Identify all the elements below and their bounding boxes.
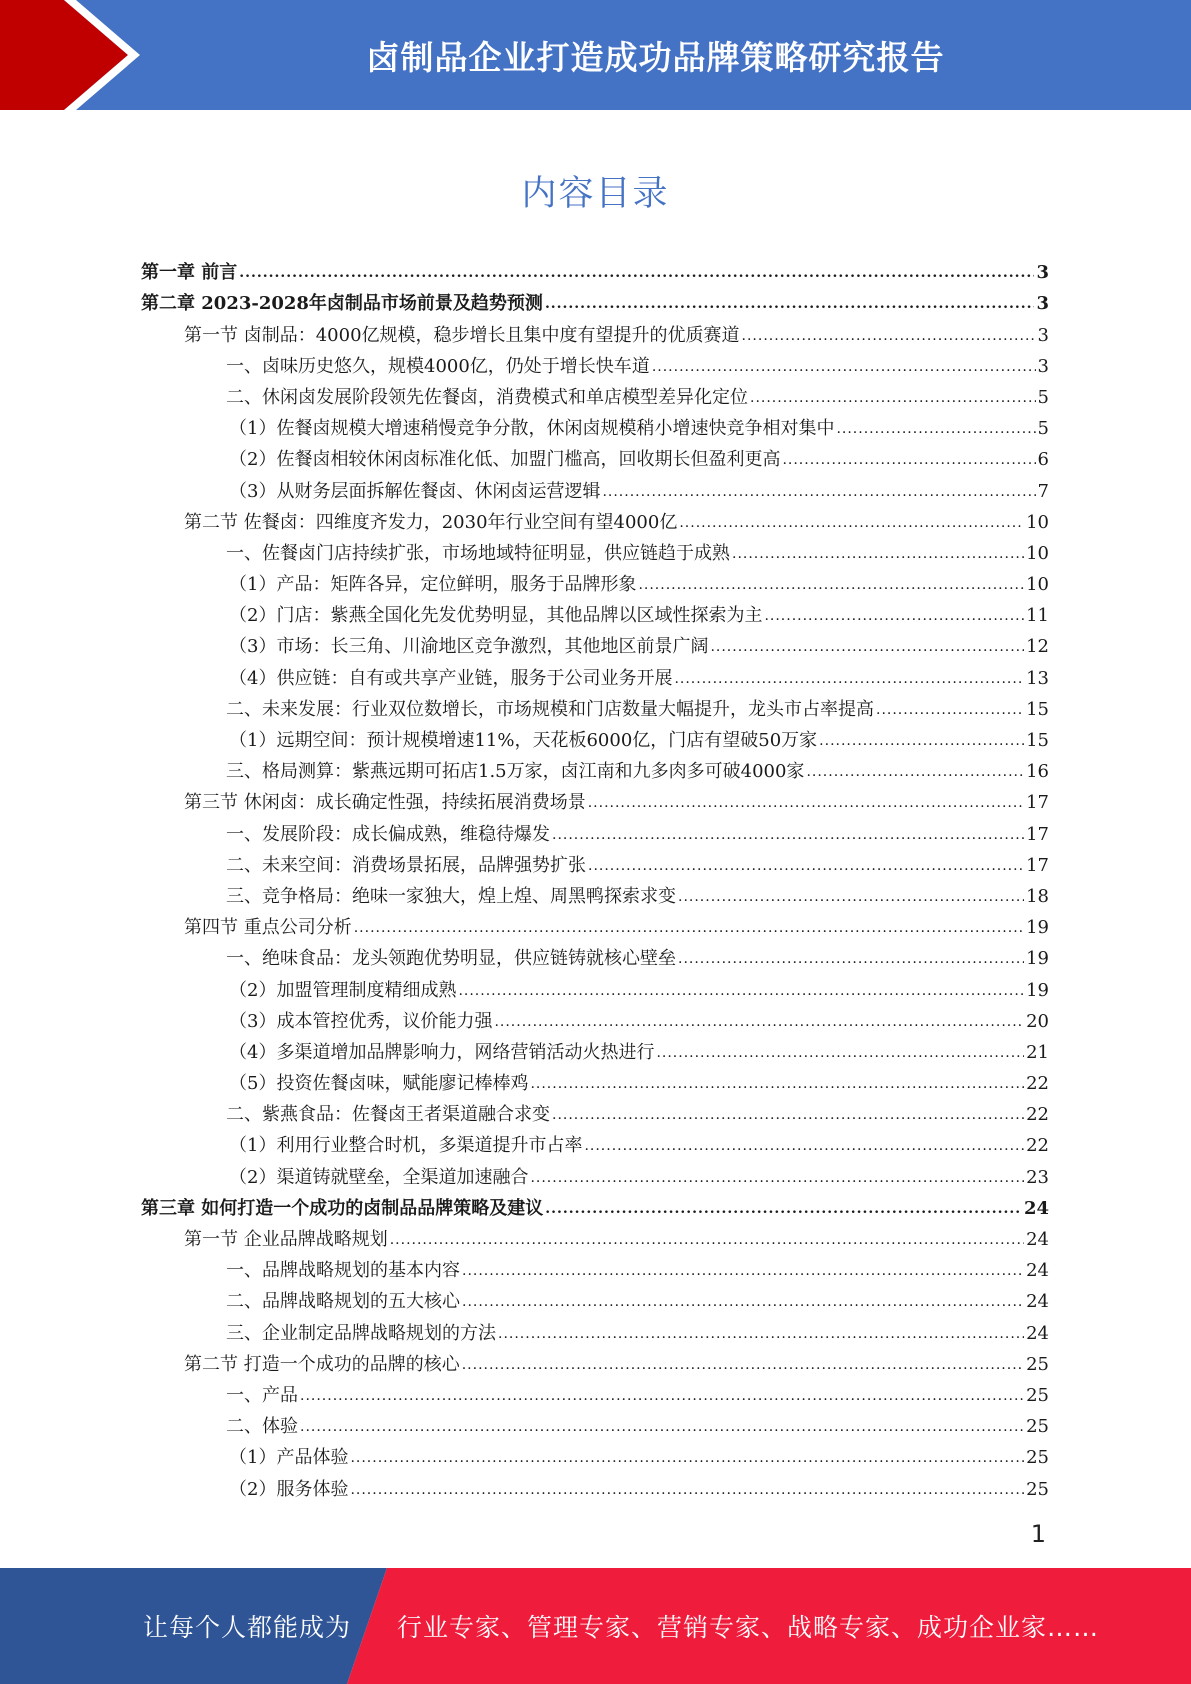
- toc-leader-dots: [300, 1384, 1024, 1408]
- toc-entry[interactable]: [141, 1065, 1049, 1096]
- toc-entry-page: 25: [1026, 1353, 1049, 1375]
- toc-leader-dots: [588, 854, 1024, 878]
- toc-entry[interactable]: [141, 379, 1049, 410]
- toc-entry[interactable]: [141, 722, 1049, 753]
- toc-leader-dots: [782, 448, 1035, 472]
- toc-entry-text: 一、卤味历史悠久，规模4000亿，仍处于增长快车道: [226, 355, 650, 377]
- toc-entry-page: 17: [1026, 823, 1049, 845]
- toc-entry-text: 一、品牌战略规划的基本内容: [226, 1260, 460, 1282]
- toc-entry-page: 24: [1023, 1197, 1049, 1219]
- toc-entry[interactable]: [141, 441, 1049, 472]
- toc-leader-dots: [350, 1478, 1024, 1502]
- toc-entry[interactable]: [141, 940, 1049, 971]
- toc-entry[interactable]: [141, 1127, 1049, 1158]
- toc-entry-page: 16: [1026, 761, 1049, 783]
- toc-entry-text: （2）加盟管理制度精细成熟: [229, 979, 457, 1001]
- toc-entry-page: 19: [1026, 979, 1049, 1001]
- toc-entry-page: 10: [1026, 542, 1049, 564]
- toc-leader-dots: [458, 979, 1024, 1003]
- toc-entry-text: （2）佐餐卤相较休闲卤标准化低、加盟门槛高，回收期长但盈利更高: [229, 449, 781, 471]
- toc-entry[interactable]: [141, 1252, 1049, 1283]
- toc-entry-page: 17: [1026, 854, 1049, 876]
- toc-entry-text: 第一节 企业品牌战略规划: [184, 1229, 388, 1250]
- toc-entry-page: 12: [1026, 636, 1049, 658]
- toc-leader-dots: [678, 885, 1024, 909]
- toc-entry[interactable]: [141, 1190, 1049, 1221]
- toc-entry[interactable]: [141, 628, 1049, 659]
- toc-leader-dots: [742, 324, 1036, 348]
- toc-entry[interactable]: [141, 847, 1049, 878]
- toc-leader-dots: [584, 1134, 1024, 1158]
- toc-leader-dots: [652, 355, 1036, 379]
- toc-leader-dots: [678, 947, 1024, 971]
- toc-leader-dots: [350, 1446, 1024, 1470]
- toc-entry-page: 24: [1026, 1291, 1049, 1313]
- toc-leader-dots: [239, 261, 1034, 285]
- toc-entry-page: 23: [1026, 1166, 1049, 1188]
- toc-heading: 内容目录: [521, 174, 670, 214]
- toc-entry[interactable]: [141, 285, 1049, 316]
- toc-entry-text: 第二节 打造一个成功的品牌的核心: [184, 1353, 460, 1375]
- toc-entry-text: 二、未来发展：行业双位数增长，市场规模和门店数量大幅提升，龙头市占率提高: [226, 698, 874, 720]
- toc-entry-text: （1）产品：矩阵各异，定位鲜明，服务于品牌形象: [229, 574, 637, 596]
- toc-entry-page: 25: [1026, 1447, 1049, 1469]
- toc-entry[interactable]: [141, 566, 1049, 597]
- toc-entry[interactable]: [141, 254, 1049, 285]
- toc-entry-page: 15: [1026, 730, 1049, 751]
- toc-entry[interactable]: [141, 1034, 1049, 1065]
- footer-band: [0, 1568, 1191, 1684]
- toc-entry-page: 6: [1037, 449, 1049, 471]
- toc-leader-dots: [390, 1228, 1024, 1252]
- toc-entry[interactable]: [141, 784, 1049, 815]
- toc-entry-page: 7: [1037, 480, 1049, 502]
- toc-leader-dots: [750, 386, 1036, 410]
- toc-entry-page: 3: [1037, 355, 1049, 377]
- toc-leader-dots: [494, 1010, 1024, 1034]
- toc-entry[interactable]: [141, 472, 1049, 503]
- toc-leader-dots: [679, 511, 1024, 535]
- toc-entry[interactable]: [141, 504, 1049, 535]
- toc-entry-text: 三、企业制定品牌战略规划的方法: [226, 1322, 496, 1344]
- toc-entry[interactable]: [141, 1346, 1049, 1377]
- toc-leader-dots: [354, 916, 1024, 940]
- toc-entry[interactable]: [141, 316, 1049, 347]
- toc-leader-dots: [836, 417, 1035, 441]
- toc-leader-dots: [462, 1353, 1024, 1377]
- toc-entry-page: 25: [1026, 1384, 1049, 1406]
- toc-entry-text: 一、佐餐卤门店持续扩张，市场地域特征明显，供应链趋于成熟: [226, 542, 730, 564]
- toc-entry-page: 5: [1037, 386, 1049, 408]
- toc-entry-text: （3）成本管控优秀，议价能力强: [229, 1010, 493, 1032]
- toc-entry-text: （4）供应链：自有或共享产业链，服务于公司业务开展: [229, 667, 673, 689]
- toc-entry-page: 19: [1026, 917, 1049, 939]
- toc-entry-page: 24: [1026, 1260, 1049, 1282]
- toc-entry-page: 10: [1026, 574, 1049, 596]
- toc-entry-page: 15: [1026, 698, 1049, 720]
- toc-entry-text: （2）服务体验: [229, 1478, 349, 1500]
- toc-entry[interactable]: [141, 971, 1049, 1002]
- toc-entry-page: 19: [1026, 948, 1049, 970]
- toc-entry-page: 22: [1026, 1104, 1049, 1126]
- toc-entry[interactable]: [141, 753, 1049, 784]
- toc-entry[interactable]: [141, 1221, 1049, 1252]
- toc-entry-text: 第四节 重点公司分析: [184, 917, 352, 939]
- toc-entry-text: （3）从财务层面拆解佐餐卤、休闲卤运营逻辑: [229, 480, 601, 502]
- toc-entry-page: 21: [1026, 1041, 1049, 1063]
- toc-leader-dots: [498, 1322, 1024, 1346]
- toc-entry[interactable]: [141, 815, 1049, 846]
- toc-entry-text: （5）投资佐餐卤味，赋能廖记棒棒鸡: [229, 1073, 529, 1095]
- toc-entry-text: 一、绝味食品：龙头领跑优势明显，供应链铸就核心壁垒: [226, 948, 676, 970]
- toc-entry-page: 3: [1037, 324, 1049, 346]
- toc-leader-dots: [462, 1259, 1024, 1283]
- toc-entry-text: 二、休闲卤发展阶段领先佐餐卤，消费模式和单店模型差异化定位: [226, 386, 748, 408]
- toc-entry-text: （3）市场：长三角、川渝地区竞争激烈，其他地区前景广阔: [229, 636, 709, 658]
- toc-entry-text: 第二节 佐餐卤：四维度齐发力，2030年行业空间有望4000亿: [184, 511, 678, 533]
- toc-entry-text: （4）多渠道增加品牌影响力，网络营销活动火热进行: [229, 1041, 655, 1063]
- toc-entry-text: 一、发展阶段：成长偏成熟，维稳待爆发: [226, 823, 550, 845]
- toc-leader-dots: [462, 1290, 1024, 1314]
- toc-entry-page: 22: [1026, 1073, 1049, 1095]
- toc-leader-dots: [545, 1197, 1022, 1221]
- toc-entry-text: （1）产品体验: [229, 1447, 349, 1469]
- toc-entry-text: （1）佐餐卤规模大增速稍慢竞争分散，休闲卤规模稍小增速快竞争相对集中: [229, 418, 835, 440]
- toc-leader-dots: [530, 1166, 1024, 1190]
- toc-entry[interactable]: [141, 1377, 1049, 1408]
- toc-entry-text: 二、未来空间：消费场景拓展，品牌强势扩张: [226, 854, 586, 876]
- toc-entry[interactable]: [141, 1408, 1049, 1439]
- toc-entry-page: 25: [1026, 1416, 1049, 1438]
- toc-leader-dots: [588, 791, 1024, 815]
- toc-leader-dots: [710, 635, 1024, 659]
- toc-entry[interactable]: [141, 909, 1049, 940]
- footer-slogan-left: 让每个人都能成为: [143, 1613, 352, 1642]
- footer-slogan-right: 行业专家、管理专家、营销专家、战略专家、成功企业家……: [397, 1613, 1100, 1642]
- toc-entry-text: 第一章 前言: [141, 262, 238, 284]
- toc-entry[interactable]: [141, 410, 1049, 441]
- toc-entry[interactable]: [141, 348, 1049, 379]
- toc-entry-page: 18: [1026, 885, 1049, 907]
- toc-entry-page: 3: [1036, 293, 1049, 315]
- toc-entry-page: 22: [1026, 1135, 1049, 1157]
- toc-entry[interactable]: [141, 878, 1049, 909]
- toc-entry-text: （1）远期空间：预计规模增速11%，天花板6000亿，门店有望破50万家: [229, 730, 818, 751]
- toc-entry[interactable]: [141, 1283, 1049, 1314]
- toc-leader-dots: [300, 1415, 1024, 1439]
- toc-entry-page: 17: [1026, 792, 1049, 814]
- toc-entry-text: 第三章 如何打造一个成功的卤制品品牌策略及建议: [141, 1197, 544, 1219]
- toc-entry-page: 3: [1036, 262, 1049, 284]
- toc-leader-dots: [530, 1072, 1024, 1096]
- toc-entry[interactable]: [141, 1470, 1049, 1501]
- toc-entry[interactable]: [141, 1003, 1049, 1034]
- toc-entry[interactable]: [141, 659, 1049, 690]
- report-title: 卤制品企业打造成功品牌策略研究报告: [366, 37, 945, 77]
- toc-leader-dots: [602, 480, 1035, 504]
- toc-entry[interactable]: [141, 1096, 1049, 1127]
- page-number: 1: [1030, 1520, 1046, 1548]
- toc-leader-dots: [876, 698, 1024, 722]
- toc-entry[interactable]: [141, 1314, 1049, 1345]
- toc-entry-page: 20: [1026, 1010, 1049, 1032]
- toc-entry-text: 第一节 卤制品：4000亿规模，稳步增长且集中度有望提升的优质赛道: [184, 324, 740, 346]
- toc-leader-dots: [819, 729, 1024, 753]
- toc-entry-text: （2）门店：紫燕全国化先发优势明显，其他品牌以区域性探索为主: [229, 605, 763, 627]
- toc-entry-page: 25: [1026, 1478, 1049, 1500]
- toc-entry[interactable]: [141, 597, 1049, 628]
- toc-entry[interactable]: [141, 691, 1049, 722]
- toc-entry-text: （1）利用行业整合时机，多渠道提升市占率: [229, 1135, 583, 1157]
- toc-entry-text: 一、产品: [226, 1384, 298, 1406]
- toc-leader-dots: [732, 542, 1024, 566]
- toc-entry-page: 24: [1026, 1322, 1049, 1344]
- toc-entry-text: 三、格局测算：紫燕远期可拓店1.5万家，卤江南和九多肉多可破4000家: [226, 761, 805, 783]
- toc-leader-dots: [656, 1041, 1024, 1065]
- toc-entry[interactable]: [141, 1439, 1049, 1470]
- toc-entry[interactable]: [141, 1158, 1049, 1189]
- header-band: [0, 0, 1191, 110]
- toc-leader-dots: [674, 667, 1024, 691]
- toc-entry-page: 24: [1026, 1229, 1049, 1250]
- toc-entry-text: 二、紫燕食品：佐餐卤王者渠道融合求变: [226, 1104, 550, 1126]
- toc-entry-page: 5: [1037, 418, 1049, 440]
- table-of-contents: [141, 254, 1049, 1502]
- toc-entry-text: （2）渠道铸就壁垒，全渠道加速融合: [229, 1166, 529, 1188]
- toc-entry-page: 13: [1026, 667, 1049, 689]
- toc-entry-text: 第二章 2023-2028年卤制品市场前景及趋势预测: [141, 293, 543, 315]
- toc-leader-dots: [806, 760, 1024, 784]
- toc-leader-dots: [552, 1103, 1024, 1127]
- toc-entry-text: 三、竞争格局：绝味一家独大，煌上煌、周黑鸭探索求变: [226, 885, 676, 907]
- toc-leader-dots: [552, 823, 1024, 847]
- toc-leader-dots: [638, 573, 1024, 597]
- toc-entry-page: 11: [1026, 605, 1049, 627]
- toc-leader-dots: [545, 292, 1035, 316]
- toc-leader-dots: [764, 604, 1024, 628]
- toc-entry-text: 第三节 休闲卤：成长确定性强，持续拓展消费场景: [184, 792, 586, 814]
- toc-entry-text: 二、体验: [226, 1416, 298, 1438]
- toc-entry-page: 10: [1026, 511, 1049, 533]
- toc-entry-text: 二、品牌战略规划的五大核心: [226, 1291, 460, 1313]
- toc-entry[interactable]: [141, 535, 1049, 566]
